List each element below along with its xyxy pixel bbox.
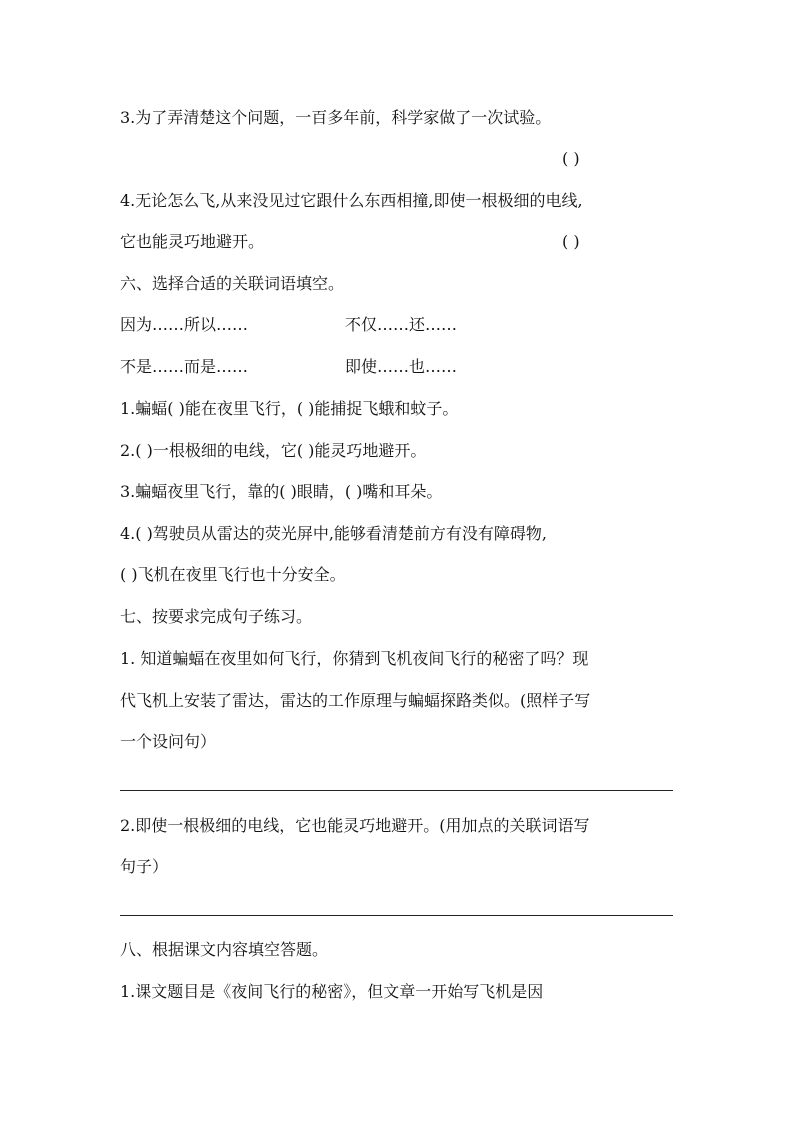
section7-q2-answer-line[interactable] [120,915,673,916]
section7-q1-line-2: 代飞机上安装了雷达，雷达的工作原理与蝙蝠探路类似。(照样子写 [120,691,591,710]
section6-heading: 六、选择合适的关联词语填空。 [120,274,345,293]
section6-item-4-line-1: 4.( )驾驶员从雷达的荧光屏中,能够看清楚前方有没有障碍物, [120,524,548,543]
section7-q2-line-1: 2.即使一根极细的电线，它也能灵巧地避开。(用加点的关联词语写 [120,816,590,835]
section7-q1-line-3: 一个设问句） [120,732,217,751]
section6-option-3: 不是……而是…… [120,357,249,376]
q3-answer-paren[interactable]: ( ) [562,149,580,168]
section7-q2-line-2: 句子） [120,857,169,876]
section6-option-1: 因为……所以…… [120,315,249,334]
q3-text: 3.为了弄清楚这个问题，一百多年前，科学家做了一次试验。 [120,108,552,127]
section7-heading: 七、按要求完成句子练习。 [120,607,313,626]
section7-q1-line-1: 1. 知道蝙蝠在夜里如何飞行，你猜到飞机夜间飞行的秘密了吗？现 [120,649,589,668]
section6-item-3: 3.蝙蝠夜里飞行，靠的( )眼睛，( )嘴和耳朵。 [120,482,443,501]
q4-answer-paren[interactable]: ( ) [562,232,580,251]
section7-q1-answer-line[interactable] [120,790,673,791]
section6-item-4-line-2: ( )飞机在夜里飞行也十分安全。 [120,565,346,584]
section6-option-2: 不仅……还…… [345,315,458,334]
q4-line-2: 它也能灵巧地避开。 [120,232,265,251]
section6-option-4: 即使……也…… [345,357,458,376]
section6-item-2: 2.( )一根极细的电线，它( )能灵巧地避开。 [120,441,427,460]
q4-line-1: 4.无论怎么飞,从来没见过它跟什么东西相撞,即使一根极细的电线, [120,191,583,210]
section8-q1-line-1: 1.课文题目是《夜间飞行的秘密》，但文章一开始写飞机是因 [120,982,544,1001]
section8-heading: 八、根据课文内容填空答题。 [120,940,329,959]
section6-item-1: 1.蝙蝠( )能在夜里飞行，( )能捕捉飞蛾和蚊子。 [120,399,459,418]
